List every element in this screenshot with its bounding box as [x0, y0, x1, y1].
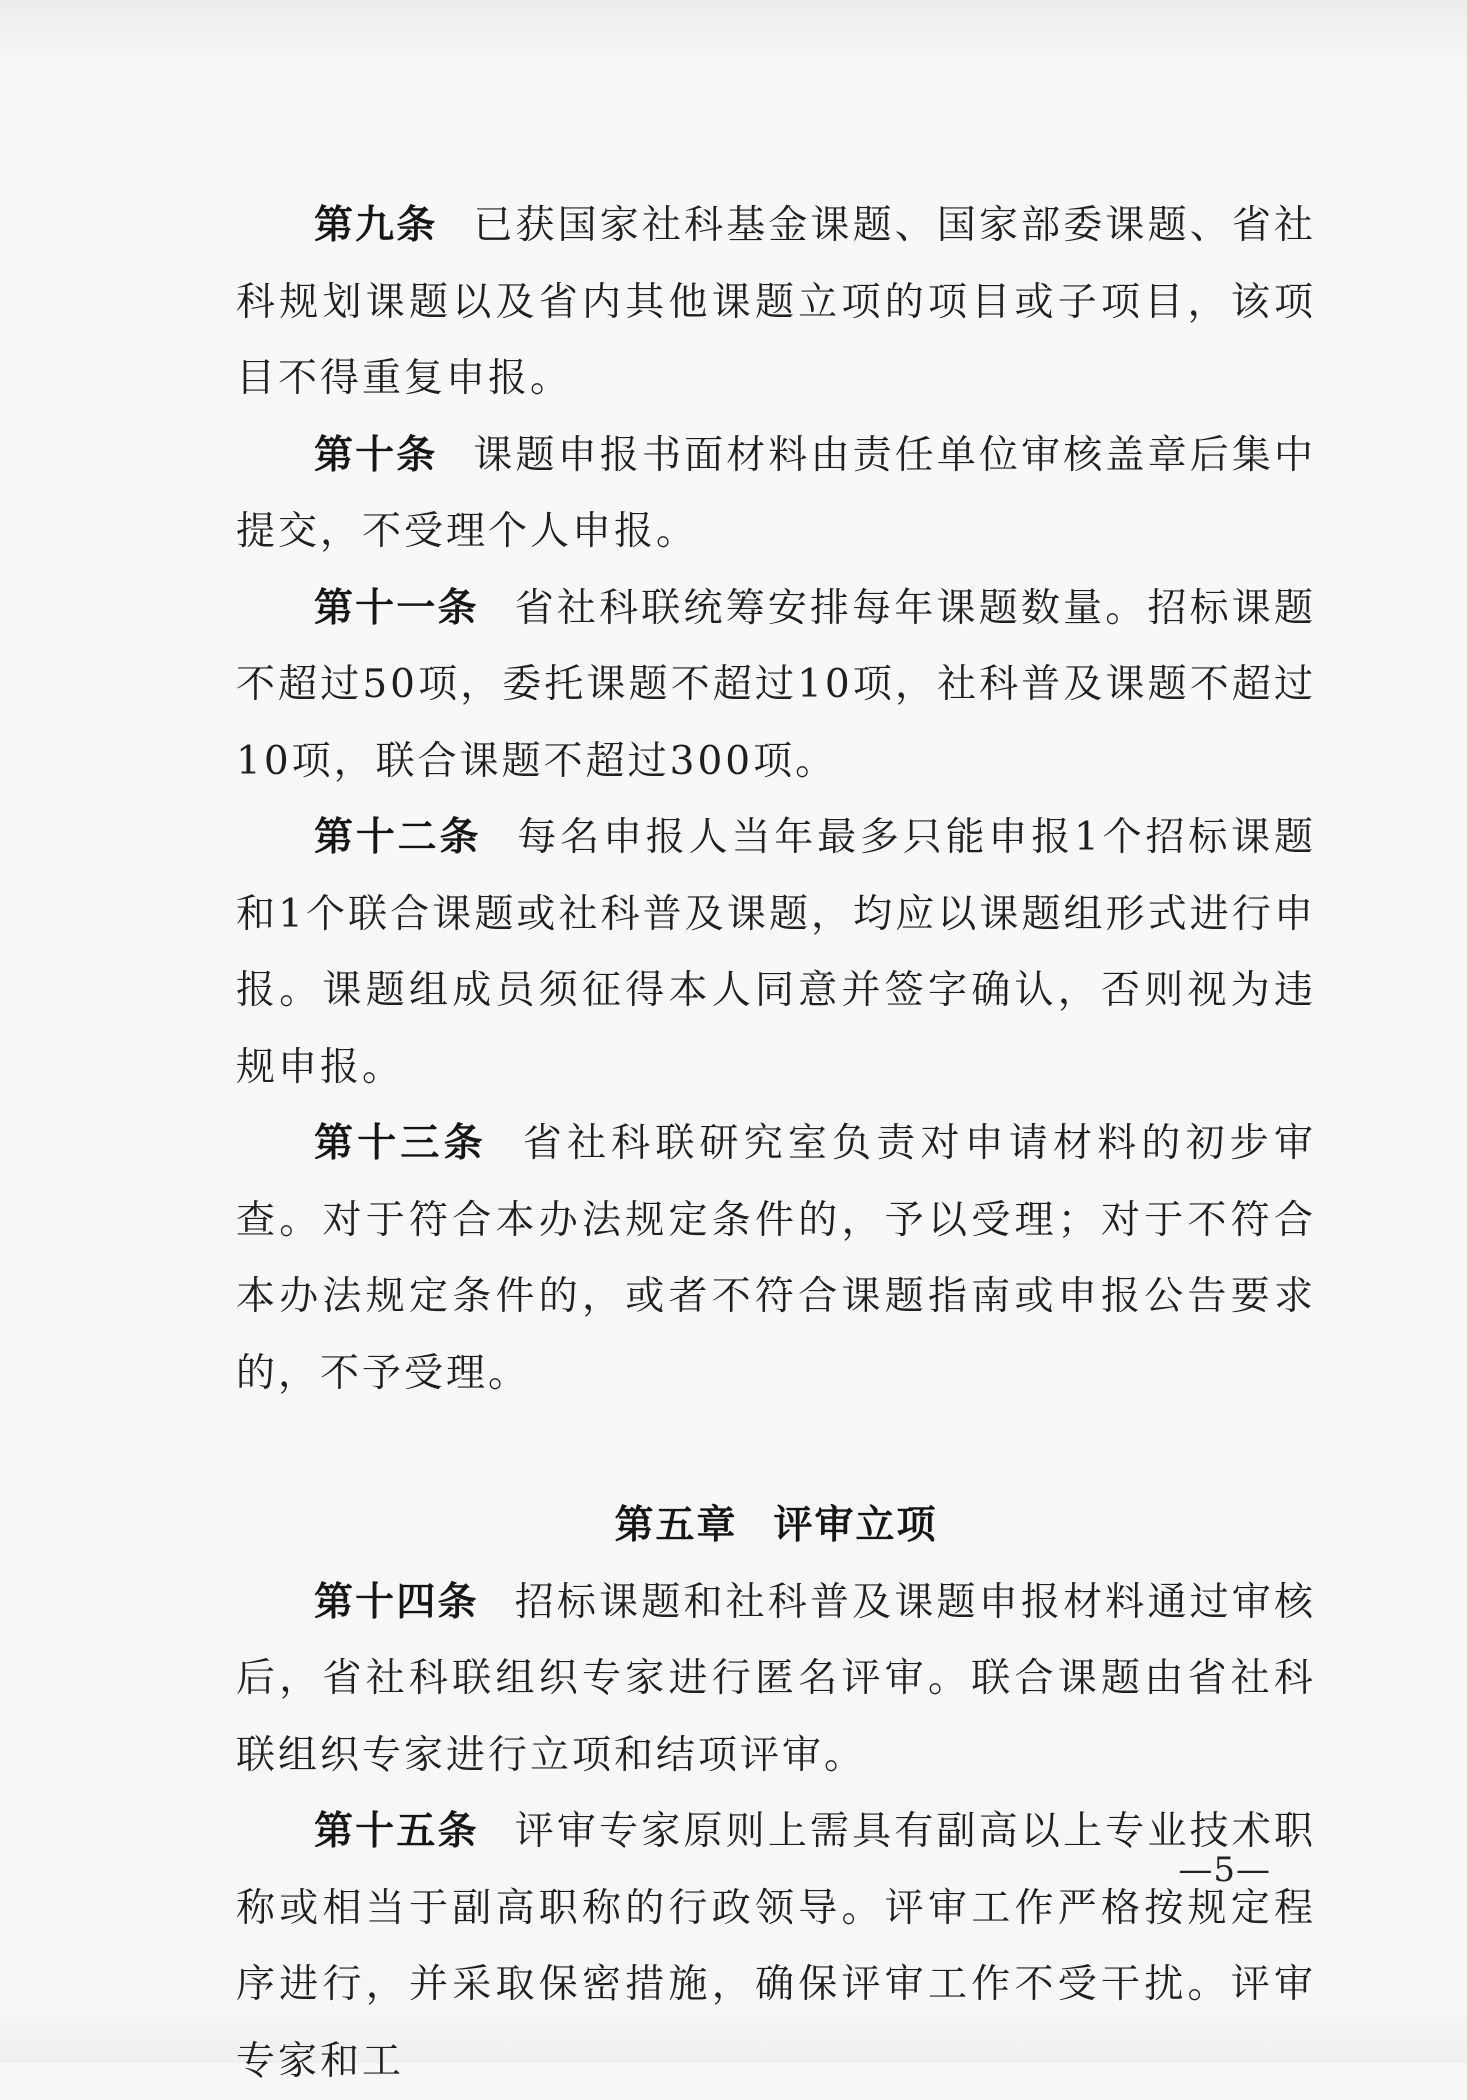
article-label: 第十三条 [314, 1121, 487, 1166]
article-label: 第十五条 [314, 1809, 479, 1854]
chapter-number: 第五章 [614, 1503, 738, 1548]
article-10 [236, 418, 1316, 571]
article-text: 省社科联统筹安排每年课题数量。招标课题不超过50项，委托课题不超过10项，社科普及课题不超过10项，联合课题不超过300项。 [236, 585, 1316, 784]
article-text: 评审专家原则上需具有副高以上专业技术职称或相当于副高职称的行政领导。评审工作严格按规定程序进行，并采取保密措施，确保评审工作不受干扰。评审专家和工 [236, 1809, 1316, 2084]
chapter-title: 评审立项 [773, 1503, 938, 1548]
article-11 [236, 571, 1316, 801]
article-label: 第十一条 [314, 585, 479, 631]
article-15 [236, 1794, 1316, 2100]
document-body [236, 188, 1316, 2100]
article-text: 每名申报人当年最多只能申报1个招标课题和1个联合课题或社科普及课题，均应以课题组形式进行申报。课题组成员须征得本人同意并签字确认，否则视为违规申报。 [236, 815, 1316, 1090]
article-text: 课题申报书面材料由责任单位审核盖章后集中提交，不受理个人申报。 [236, 432, 1316, 554]
article-label: 第九条 [314, 203, 438, 248]
article-label: 第十四条 [314, 1579, 479, 1625]
article-14 [236, 1565, 1316, 1795]
article-label: 第十二条 [314, 815, 482, 860]
article-text: 招标课题和社科普及课题申报材料通过审核后，省社科联组织专家进行匿名评审。联合课题由省社科联组织专家进行立项和结项评审。 [236, 1579, 1316, 1778]
article-12 [236, 800, 1316, 1106]
article-text: 已获国家社科基金课题、国家部委课题、省社科规划课题以及省内其他课题立项的项目或子项目，该项目不得重复申报。 [236, 203, 1316, 401]
page-number: —5— [1178, 1850, 1271, 1890]
chapter-heading [236, 1488, 1316, 1565]
article-13 [236, 1106, 1316, 1412]
article-text: 省社科联研究室负责对申请材料的初步审查。对于符合本办法规定条件的，予以受理；对于不符合本办法规定条件的，或者不符合课题指南或申报公告要求的，不予受理。 [236, 1121, 1316, 1396]
article-label: 第十条 [314, 432, 438, 478]
article-9 [236, 188, 1316, 418]
